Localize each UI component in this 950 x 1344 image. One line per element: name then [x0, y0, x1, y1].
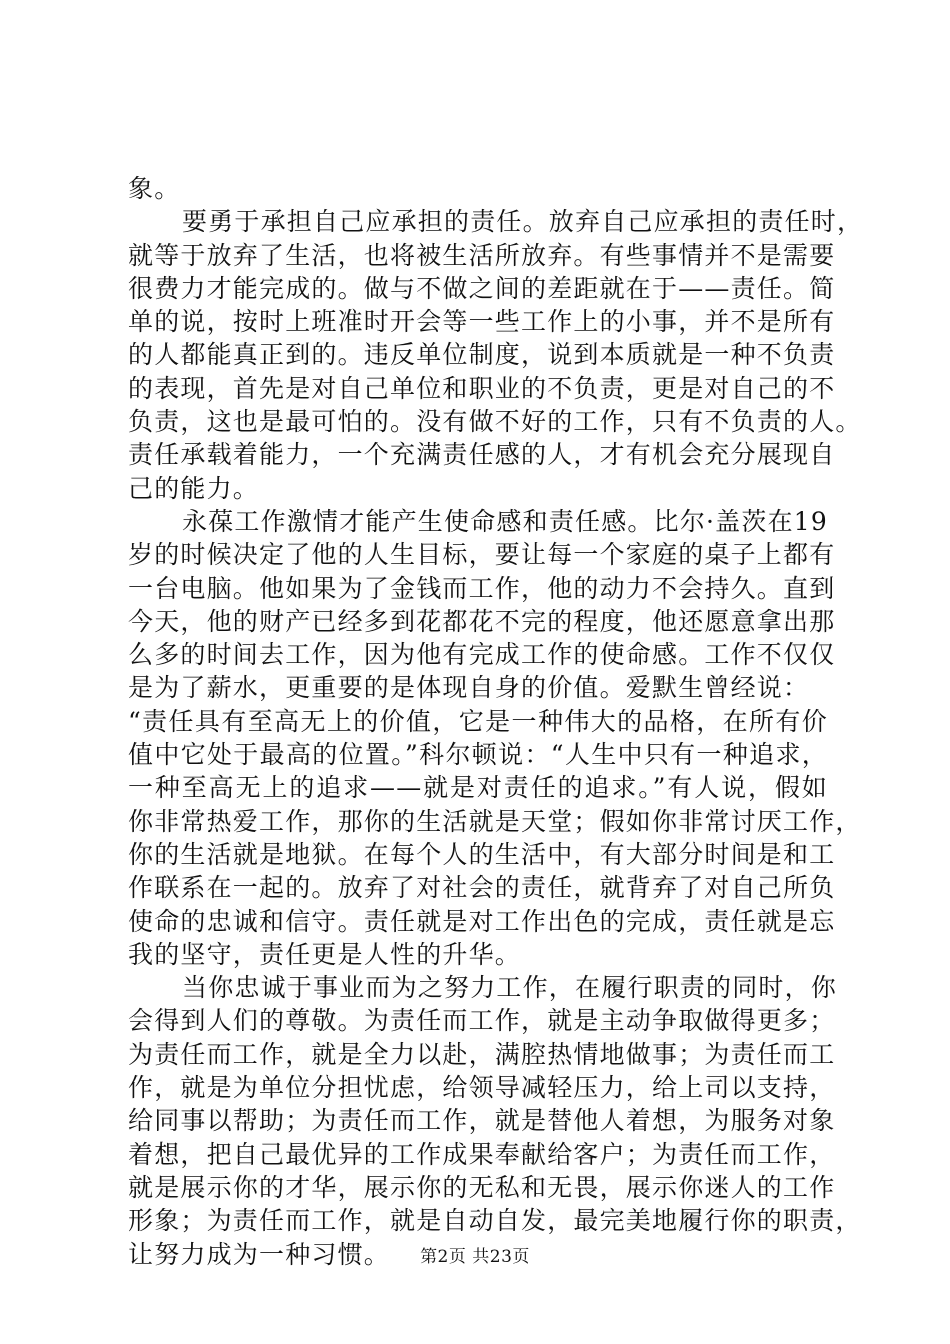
- text-line: “责任具有至高无上的价值，它是一种伟大的品格，在所有价: [128, 706, 828, 736]
- text-line: 永葆工作激情才能产生使命感和责任感。比尔·盖茨在19: [182, 506, 828, 536]
- text-line: 一种至高无上的追求——就是对责任的追求。”有人说，假如: [128, 773, 828, 803]
- text-line: 象。: [128, 174, 181, 203]
- text-line: 要勇于承担自己应承担的责任。放弃自己应承担的责任时，: [182, 207, 864, 237]
- text-line: 值中它处于最高的位置。”科尔顿说：“人生中只有一种追求，: [128, 740, 828, 770]
- text-line: 形象；为责任而工作，就是自动自发，最完美地履行你的职责，: [128, 1206, 862, 1236]
- text-line: 为责任而工作，就是全力以赴，满腔热情地做事；为责任而工: [128, 1039, 836, 1069]
- text-line: 就是展示你的才华，展示你的无私和无畏，展示你迷人的工作: [128, 1172, 836, 1202]
- text-line: 岁的时候决定了他的人生目标，要让每一个家庭的桌子上都有: [128, 540, 836, 570]
- text-line: 今天，他的财产已经多到花都花不完的程度，他还愿意拿出那: [128, 606, 836, 636]
- text-line: 负责，这也是最可怕的。没有做不好的工作，只有不负责的人。: [128, 407, 862, 437]
- text-line: 很费力才能完成的。做与不做之间的差距就在于——责任。简: [128, 273, 836, 303]
- text-line: 就等于放弃了生活，也将被生活所放弃。有些事情并不是需要: [128, 240, 836, 270]
- text-line: 作，就是为单位分担忧虑，给领导减轻压力，给上司以支持，: [128, 1073, 836, 1103]
- text-line: 责任承载着能力，一个充满责任感的人，才有机会充分展现自: [128, 440, 836, 470]
- text-line: 会得到人们的尊敬。为责任而工作，就是主动争取做得更多；: [128, 1006, 836, 1036]
- text-line: 使命的忠诚和信守。责任就是对工作出色的完成，责任就是忘: [128, 906, 836, 936]
- text-line: 你的生活就是地狱。在每个人的生活中，有大部分时间是和工: [128, 839, 836, 869]
- text-line: 一台电脑。他如果为了金钱而工作，他的动力不会持久。直到: [128, 573, 836, 603]
- text-line: 单的说，按时上班准时开会等一些工作上的小事，并不是所有: [128, 307, 836, 337]
- text-line: 当你忠诚于事业而为之努力工作，在履行职责的同时，你: [182, 973, 838, 1003]
- text-line: 的人都能真正到的。违反单位制度，说到本质就是一种不负责: [128, 340, 836, 370]
- text-line: 让努力成为一种习惯。: [128, 1239, 391, 1269]
- text-line: 着想，把自己最优异的工作成果奉献给客户；为责任而工作，: [128, 1139, 836, 1169]
- text-line: 的表现，首先是对自己单位和职业的不负责，更是对自己的不: [128, 373, 836, 403]
- text-line: 己的能力。: [128, 473, 260, 503]
- text-line: 作联系在一起的。放弃了对社会的责任，就背弃了对自己所负: [128, 873, 836, 903]
- text-line: 给同事以帮助；为责任而工作，就是替他人着想，为服务对象: [128, 1106, 836, 1136]
- text-line: 我的坚守，责任更是人性的升华。: [128, 939, 522, 969]
- body-text: [128, 172, 864, 1271]
- text-line: 你非常热爱工作，那你的生活就是天堂；假如你非常讨厌工作，: [128, 806, 862, 836]
- text-line: 是为了薪水，更重要的是体现自身的价值。爱默生曾经说：: [128, 673, 810, 703]
- page-number-footer: 第2页 共23页: [420, 1247, 530, 1267]
- text-line: 么多的时间去工作，因为他有完成工作的使命感。工作不仅仅: [128, 640, 836, 670]
